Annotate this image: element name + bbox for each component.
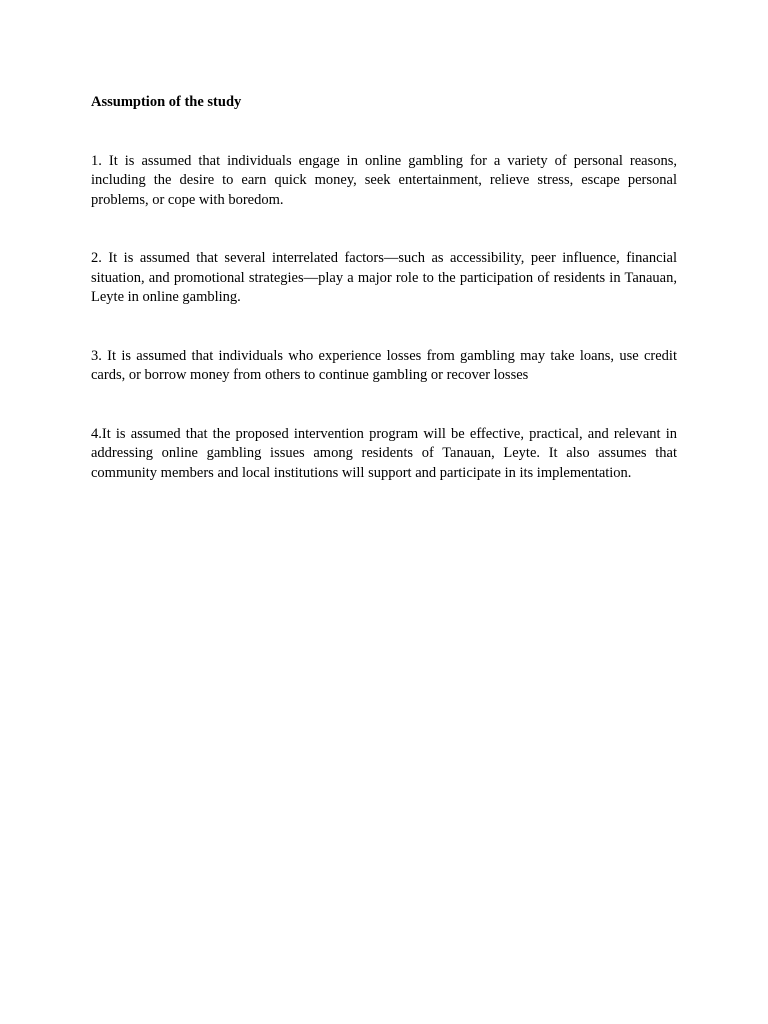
- assumption-paragraph-4: 4.It is assumed that the proposed intervention program will be effective, practical, and relevant in addressing online gambling issues among residents of Tanauan, Leyte. It also assumes that community members and local institutions will support and participate in its implementation.: [91, 425, 677, 481]
- assumption-paragraph-2: 2. It is assumed that several interrelated factors—such as accessibility, peer influence, financial situation, and promotional strategies—play a major role to the participation of residents in Tanauan, Leyte in online gambling.: [91, 250, 677, 305]
- assumption-paragraph-1: 1. It is assumed that individuals engage in online gambling for a variety of personal reasons, including the desire to earn quick money, seek entertainment, relieve stress, escape personal problems, or cope with boredom.: [91, 152, 677, 208]
- document-content: [91, 93, 677, 522]
- section-heading: Assumption of the study: [91, 94, 242, 110]
- assumption-paragraph-3: 3. It is assumed that individuals who experience losses from gambling may take loans, use credit cards, or borrow money from others to continue gambling or recover losses: [91, 347, 677, 383]
